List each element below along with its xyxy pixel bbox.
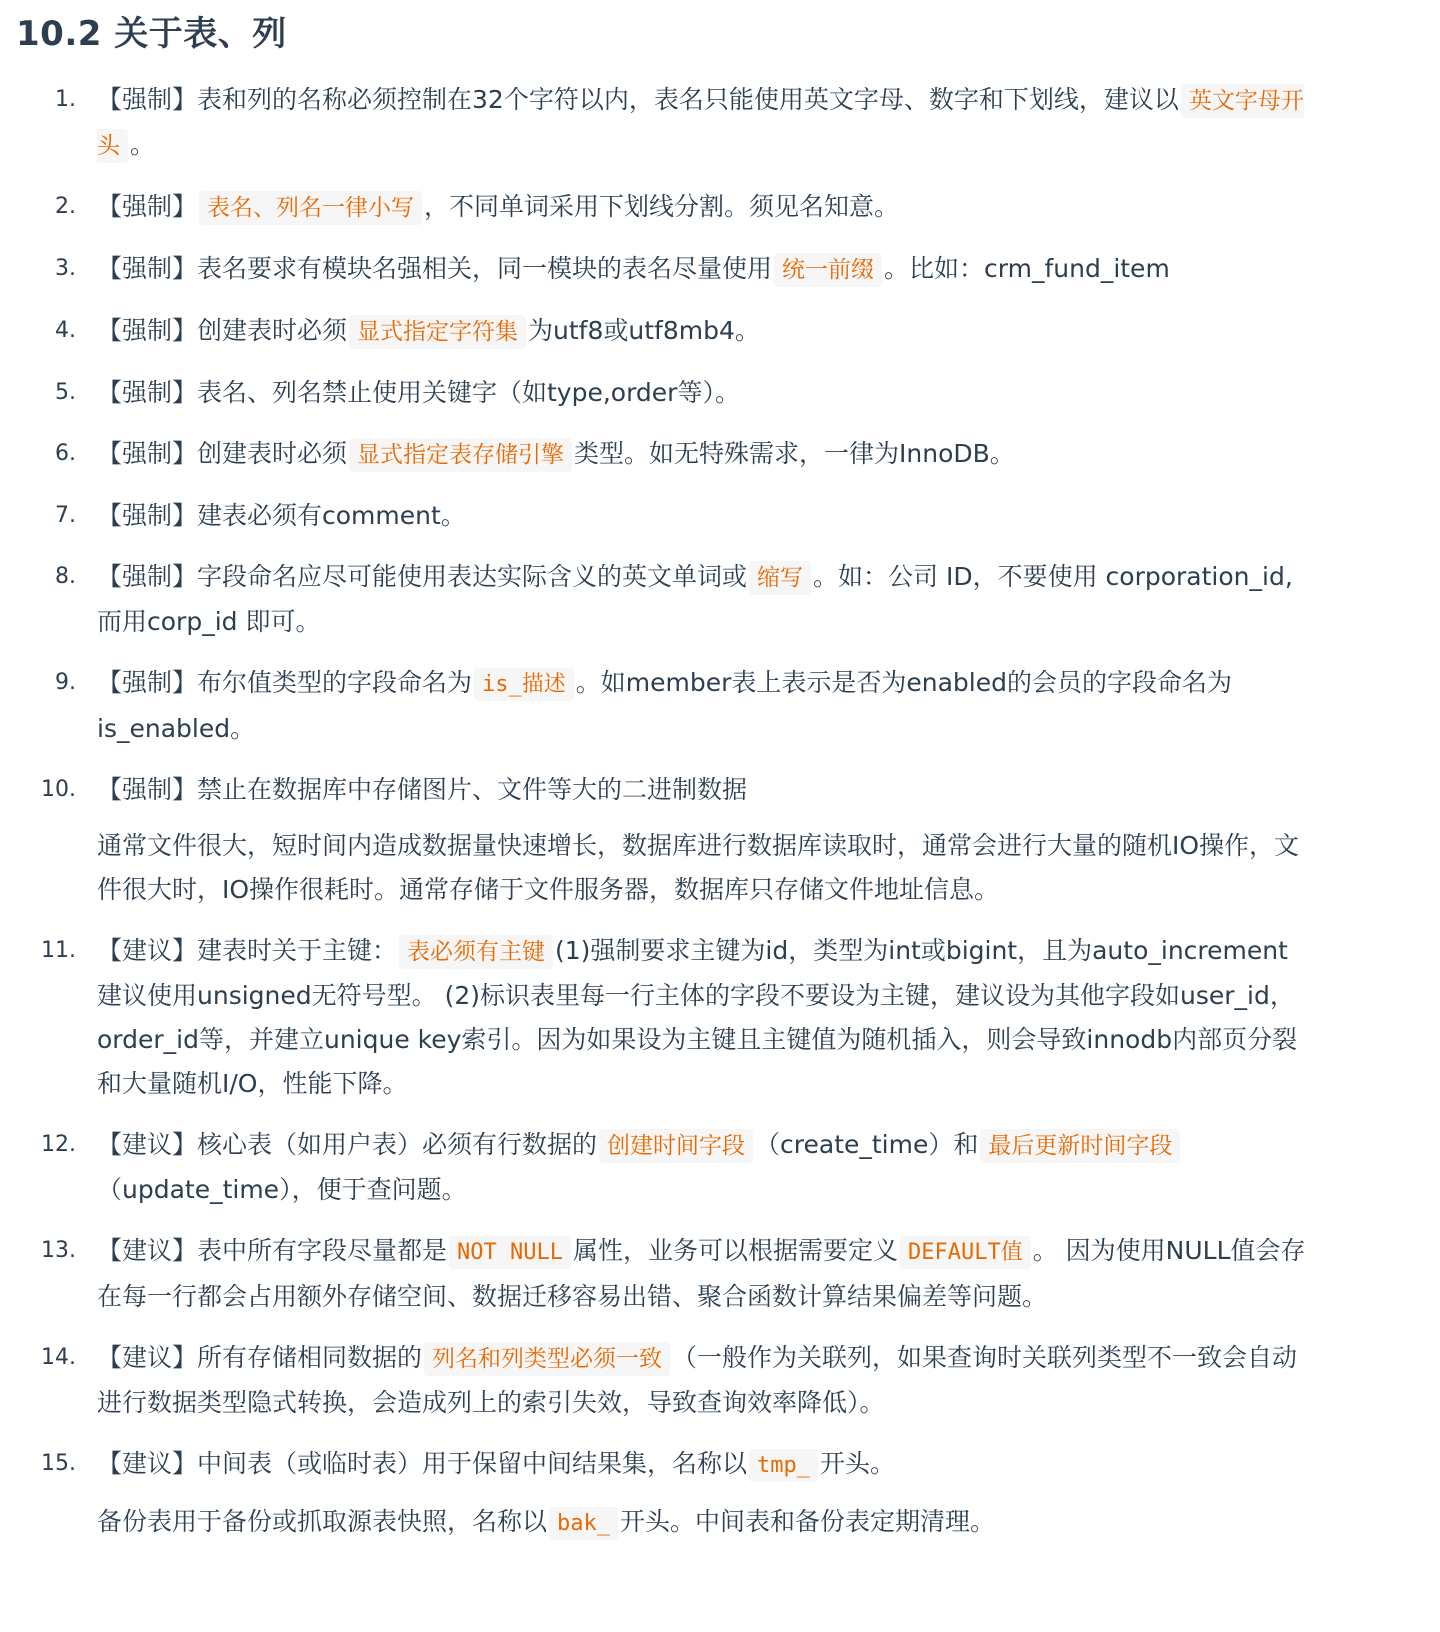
item-number: 9. [55, 670, 76, 695]
item-text: 【建议】建表时关于主键： [97, 936, 398, 965]
item-number: 12. [41, 1132, 76, 1157]
item-text: 【强制】创建表时必须 [97, 439, 348, 468]
item-text: 备份表用于备份或抓取源表快照，名称以 [97, 1507, 548, 1536]
item-number: 6. [55, 441, 76, 466]
list-item [0, 768, 1384, 912]
list-item [0, 78, 1384, 168]
highlight: 显式指定字符集 [349, 315, 526, 349]
item-text: 【强制】建表必须有comment。 [97, 501, 466, 530]
item-text: (1)强制要求主键为id，类型为int或bigint，且为auto_increment 建议使用unsigned无符号型。 (2)标识表里每一行主体的字段不要设为主键，建议设为其他字段如user_id，order_id等，并建立unique key索引。因为如果设为主键且主键值为随机插入，则会导致innodb内部页分裂和大量随机I/O，性能下降。 [97, 936, 1298, 1098]
item-text: 【强制】表和列的名称必须控制在32个字符以内，表名只能使用英文字母、数字和下划线，建议以 [97, 85, 1179, 114]
item-number: 3. [55, 256, 76, 281]
highlight: tmp_ [749, 1449, 818, 1482]
highlight: 表必须有主键 [399, 935, 553, 969]
item-number: 14. [41, 1345, 76, 1370]
list-item [0, 929, 1384, 1106]
item-text: 开头。 [820, 1449, 896, 1478]
item-text: 为utf8或utf8mb4。 [528, 316, 760, 345]
item-text: （update_time），便于查问题。 [97, 1175, 467, 1204]
item-number: 8. [55, 564, 76, 589]
item-number: 7. [55, 503, 76, 528]
item-text: 。 [130, 130, 156, 159]
item-text: 【建议】所有存储相同数据的 [97, 1343, 423, 1372]
list-item [0, 371, 1384, 415]
list-item [0, 309, 1384, 354]
list-item [0, 185, 1384, 230]
item-text: 【建议】表中所有字段尽量都是 [97, 1236, 448, 1265]
item-text: （一般作为关联列，如果查询时关联列类型不一致会自动进行数据类型隐式转换，会造成列上的索引失效，导致查询效率降低）。 [97, 1343, 1298, 1417]
item-text: 【强制】表名、列名禁止使用关键字（如type,order等）。 [97, 378, 740, 407]
item-note: 通常文件很大，短时间内造成数据量快速增长，数据库进行数据库读取时，通常会进行大量的随机IO操作，文件很大时，IO操作很耗时。通常存储于文件服务器，数据库只存储文件地址信息。 [97, 831, 1300, 904]
item-text: 【强制】布尔值类型的字段命名为 [97, 668, 473, 697]
highlight: bak_ [549, 1507, 618, 1540]
highlight: 英文字母开头 [97, 84, 1304, 163]
highlight: 统一前缀 [774, 253, 882, 287]
page-margin [1384, 0, 1440, 1632]
highlight: is_描述 [474, 668, 574, 701]
highlight: 最后更新时间字段 [980, 1129, 1180, 1163]
highlight: 列名和列类型必须一致 [424, 1342, 670, 1376]
list-item [0, 432, 1384, 477]
highlight: NOT NULL [449, 1236, 571, 1269]
list-item [0, 661, 1384, 751]
item-text: 【建议】中间表（或临时表）用于保留中间结果集，名称以 [97, 1449, 748, 1478]
list-item [0, 1123, 1384, 1212]
item-number: 15. [41, 1451, 76, 1476]
item-number: 10. [41, 777, 76, 802]
item-number: 2. [55, 194, 76, 219]
item-note [97, 1500, 1314, 1546]
item-text: 类型。如无特殊需求，一律为InnoDB。 [574, 439, 1015, 468]
item-text: 。 因为使用NULL值会存在每一行都会占用额外存储空间、数据迁移容易出错、聚合函数计算结果偏差等问题。 [97, 1236, 1306, 1311]
item-text: 【强制】 [97, 192, 198, 221]
highlight: 缩写 [749, 561, 811, 595]
list-item [0, 1229, 1384, 1319]
item-number: 13. [41, 1238, 76, 1263]
item-text: 【强制】表名要求有模块名强相关，同一模块的表名尽量使用 [97, 254, 773, 283]
rules-list [0, 78, 1384, 1563]
item-number: 11. [41, 938, 76, 963]
highlight: 表名、列名一律小写 [199, 191, 422, 225]
item-text: 【强制】创建表时必须 [97, 316, 348, 345]
item-text: 。如：公司 ID，不要使用 corporation_id, 而用corp_id 即可。 [97, 562, 1293, 636]
list-item [0, 494, 1384, 538]
item-text: 。比如：crm_fund_item [884, 254, 1170, 283]
item-text: 【强制】禁止在数据库中存储图片、文件等大的二进制数据 [97, 775, 748, 804]
list-item [0, 1336, 1384, 1425]
item-number: 5. [55, 380, 76, 405]
item-text: 属性，业务可以根据需要定义 [572, 1236, 898, 1265]
highlight: 创建时间字段 [599, 1129, 753, 1163]
section-title: 10.2 关于表、列 [16, 14, 287, 54]
item-text: 【建议】核心表（如用户表）必须有行数据的 [97, 1130, 598, 1159]
list-item [0, 1442, 1384, 1546]
highlight: DEFAULT值 [900, 1236, 1031, 1269]
item-text: 开头。中间表和备份表定期清理。 [620, 1507, 996, 1536]
item-text: ，不同单词采用下划线分割。须见名知意。 [424, 192, 900, 221]
highlight: 显式指定表存储引擎 [349, 438, 572, 472]
item-number: 4. [55, 318, 76, 343]
list-item [0, 555, 1384, 644]
item-text: （create_time）和 [755, 1130, 979, 1159]
item-text: 【强制】字段命名应尽可能使用表达实际含义的英文单词或 [97, 562, 748, 591]
item-text: 。如member表上表示是否为enabled的会员的字段命名为 is_enabled。 [97, 668, 1232, 743]
list-item [0, 247, 1384, 292]
item-number: 1. [55, 87, 76, 112]
